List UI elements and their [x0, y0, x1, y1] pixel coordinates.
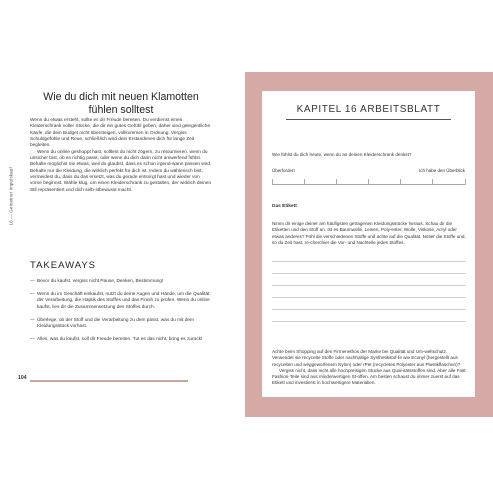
writing-line[interactable] — [272, 273, 466, 274]
list-item — [30, 318, 212, 331]
list-item — [30, 337, 212, 343]
dash: — — [30, 317, 35, 323]
scale-tick — [465, 179, 466, 184]
list-item — [30, 292, 212, 311]
left-page — [0, 0, 245, 493]
scale-right-label: Ich habe den Überblick — [418, 168, 465, 173]
worksheet-title: KAPITEL 16 ARBEITSBLATT — [296, 104, 441, 115]
right-page — [245, 72, 493, 417]
dash: — — [30, 279, 35, 284]
list-item — [30, 279, 212, 285]
writing-line[interactable] — [272, 297, 466, 298]
scale-tick — [432, 179, 433, 184]
writing-line[interactable] — [272, 285, 466, 286]
paragraph-1: Wenn du etwas ersteht, sollte es dir Freude bereiten. Du verdienst einen Kleiderschrank voller Stücke, die dir ein gutes Gefühl geben, daher sind gelegentliche Käufe, die dein Budget nicht übersteigen, vollkommen in Ordnung. Vergiss Schuldgefühle und Reue, schließlich wird dein Erstandenes dich für lange Zeit begleiten. — [30, 118, 211, 149]
section-text: Nimm dir einige deiner am häufigsten getragenen Kleidungsstücke heraus. Schau dir die Etiketten und den Stoff an. Ist es Baumwolle, Leinen, Poly-ester, Wolle, Viskose, Acryl oder etwas anderes? Fühl die verschiedenen Stoffe und achte auf die Qualität. Notier die Stoffe und, so du Zeit hast, re-cherchier die Vor- und Nachteile jedes Stoffes. — [272, 221, 466, 245]
scale-tick — [336, 179, 337, 184]
section-title: Das Etikett — [272, 204, 297, 209]
takeaways-list — [30, 279, 212, 350]
scale-tick — [272, 179, 273, 184]
takeaway-text: Alles, was du kaufst, soll dir Freude bereiten. Tut es das nicht, bring es zurück! — [37, 336, 203, 342]
dash: — — [30, 291, 35, 297]
scale-left-label: Überfordert — [272, 168, 295, 173]
takeaway-text: Bevor du kaufst, vergiss nicht Pause, Denken, Bestimmung! — [37, 279, 164, 284]
takeaway-text: Wenn du im Geschäft einkaufst, nutzt du deine Augen und Hände, um die Qualität der Verarbeitung, die Haptik des Stoffes und das Finish zu prüfen. Wenn du online kaufst, lies dir die Zusammensetzung des Stoffes durch. — [37, 291, 210, 310]
takeaways-title: TAKEAWAYS — [30, 260, 97, 271]
running-head: 16 — Gemeiner Impulskauf — [8, 167, 14, 226]
worksheet-card — [262, 91, 475, 397]
writing-line[interactable] — [272, 261, 466, 262]
scale-tick — [400, 179, 401, 184]
body-text — [30, 118, 212, 194]
heading-line-2: fühlen solltest — [88, 104, 154, 116]
page-heading — [30, 91, 212, 117]
takeaway-text: Überlege, ob der Stoff und die Verarbeitung zu dem passt, was du mit dem Kleidungsstück vorhast. — [37, 317, 195, 329]
worksheet-question: Wie fühlst du dich heute, wenn du an deinen Kleiderschrank denkst? — [272, 152, 412, 157]
scale-tick — [304, 179, 305, 184]
page-number: 104 — [18, 375, 27, 381]
title-underline — [286, 119, 451, 120]
writing-line[interactable] — [272, 309, 466, 310]
feeling-scale[interactable] — [272, 184, 466, 185]
worksheet-footer-text — [272, 349, 466, 387]
heading-line-1: Wie du dich mit neuen Klamotten — [43, 91, 199, 103]
footer-rule — [30, 380, 188, 382]
scale-tick — [368, 179, 369, 184]
footer-paragraph-1: Achte beim Shopping auf den Firmenethos der Marke bei Qualität und Um-weltschutz. Verwendet sie recycelte Stoffe oder nachhaltige Synthetikstof-fe wie Econyl (hergestellt aus recycelten und weggeworfenem Nylon) oder rPet (recycletes Polyester aus Plastikflaschen)? — [272, 349, 461, 367]
writing-line[interactable] — [272, 321, 466, 322]
footer-paragraph-2: Vergiss nicht, dass nicht alle hochpreisigen Stücke aus Qual-itätsstoffen sind. Aber alle Fast Fashion-Teile sind aus minderwertigen St-offen. Am besten schaust du immer zuerst auf das Etikett und investierst in hochwertigere Materialien. — [272, 367, 466, 386]
dash: — — [30, 336, 35, 342]
paragraph-2: Wenn du online geshoppt hast, solltest du nicht zögern, zu retournieren, wenn du unsicher bist, ob es richtig passt, oder wenn du dich darin nicht umwerfend fühlst. Behalte möglichst nie etwas, weil du glaubst, dass es schon irgend-wann passen wird. Behalte nur die Kleidung, die wirklich perfekt für dich ist. Indem du wählerisch bist, vermeidest du, dass du das ersetzt, was du gerade entsorgt hast und wieder von vorne beginnst. Wähle klug, um einen Kleiderschrank zu gestalten, der wirklich deinen Stil repräsentiert und dich selb-stbewusst macht. — [30, 149, 212, 193]
